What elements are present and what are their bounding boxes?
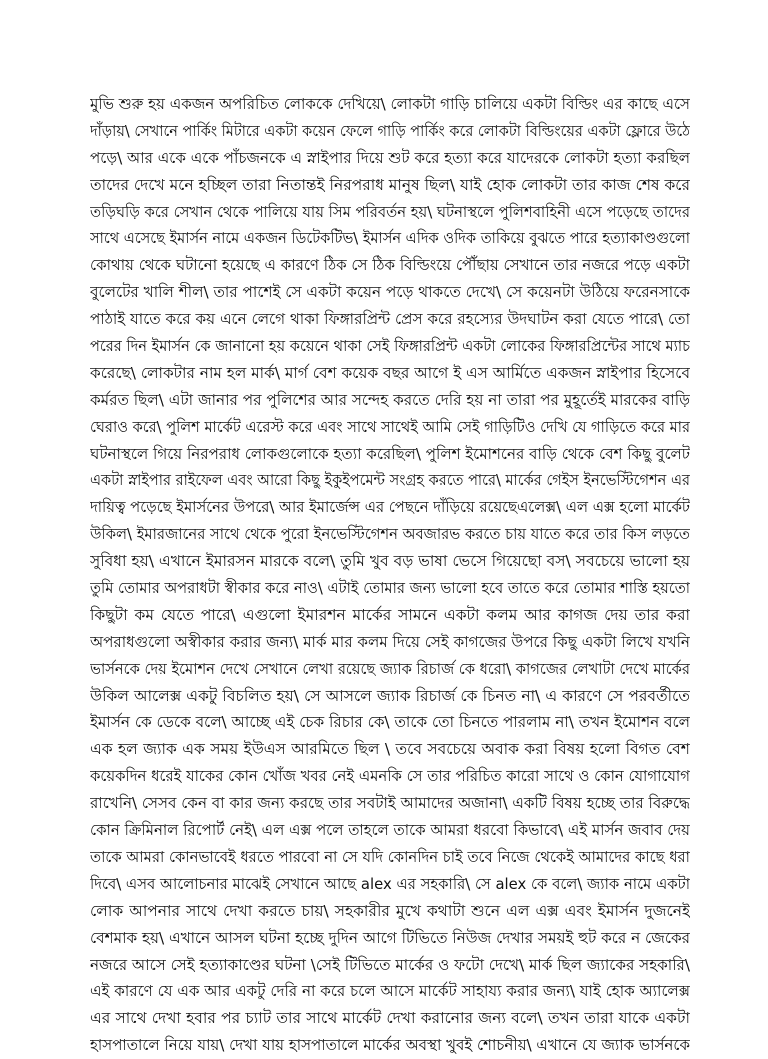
text-line: তাদের দেখে মনে হচ্ছিল তারা নিতান্তই নিরপরাধ মানুষ ছিল\ যাই হোক লোকটা তার কাজ শেষ করে — [90, 175, 690, 194]
text-line: এক হল জ্যাক এক সময় ইউএস আরমিতে ছিল \ তবে সবচেয়ে অবাক করা বিষয় হলো বিগত বেশ — [90, 740, 690, 759]
text-line: রাখেনি\ সেসব কেন বা কার জন্য করছে তার সবটাই আমাদের অজানা\ একটি বিষয় হচ্ছে তার বিরুদ্ধে — [90, 794, 690, 813]
text-line: তাকে আমরা কোনভাবেই ধরতে পারবো না সে যদি কোনদিন চাই তবে নিজে থেকেই আমাদের কাছে ধরা — [90, 847, 690, 866]
text-line: ঘেরাও করে\ পুলিশ মার্কেট এরেস্ট করে এবং সাথে সাথেই আমি সেই গাড়িটিও দেখি যে গাড়িতে করে মার — [90, 417, 690, 436]
text-line: দায়িত্ব পড়েছে ইমার্সনের উপরে\ আর ইমার্জেন্স এর পেছনে দাঁড়িয়ে রয়েছেএলেক্স\ এল এক্স হলো মার্কেট — [90, 498, 690, 517]
text-line: ইমার্সন কে ডেকে বলে\ আচ্ছে এই চেক রিচার কে\ তাকে তো চিনতে পারলাম না\ তখন ইমোশন বলে — [90, 713, 690, 732]
text-line: উকিল আলেক্স একটু বিচলিত হয়\ সে আসলে জ্যাক রিচার্জ কে চিনত না\ এ কারণে সে পরবর্তীতে — [90, 686, 690, 705]
text-line: দিবে\ এসব আলোচনার মাঝেই সেখানে আছে alex এর সহকারি\ সে alex কে বলে\ জ্যাক নামে একটা — [90, 874, 690, 893]
text-line: তুমি তোমার অপরাধটা স্বীকার করে নাও\ এটাই তোমার জন্য ভালো হবে তাতে করে তোমার শাস্তি হয়তো — [90, 579, 690, 598]
text-line: কোন ক্রিমিনাল রিপোর্ট নেই\ এল এক্স পলে তাহলে তাকে আমরা ধরবো কিভাবে\ এই মার্সন জবাব দেয় — [90, 821, 690, 840]
text-line: ঘটনাস্থলে গিয়ে নিরপরাধ লোকগুলোকে হত্যা করেছিল\ পুলিশ ইমোশনের বাড়ি থেকে বেশ কিছু বুলেট — [90, 444, 690, 463]
text-line: পড়ে\ আর একে একে পাঁচজনকে এ স্নাইপার দিয়ে শুট করে হত্যা করে যাদেরকে লোকটা হত্যা করছিল — [90, 148, 690, 167]
text-line: নজরে আসে সেই হত্যাকাণ্ডের ঘটনা \সেই টিভিতে মার্কের ও ফটো দেখে\ মার্ক ছিল জ্যাকের সহকারি\ — [90, 955, 690, 974]
text-line: উকিল\ ইমারজানের সাথে থেকে পুরো ইনভেস্টিগেশন অবজারভ করতে চায় যাতে করে তার কিস লড়তে — [90, 525, 690, 544]
text-line: পাঠাই যাতে করে কয় এনে লেগে থাকা ফিঙ্গারপ্রিন্ট প্রেস করে রহস্যের উদঘাটন করা যেতে পারে\ তো — [90, 310, 690, 329]
text-line: কোথায় থেকে ঘটানো হয়েছে এ কারণে ঠিক সে ঠিক বিল্ডিংয়ে পৌঁছায় সেখানে তার নজরে পড়ে একটা — [90, 256, 690, 275]
text-line: দাঁড়ায়\ সেখানে পার্কিং মিটারে একটা কয়েন ফেলে গাড়ি পার্কিং করে লোকটা বিল্ডিংয়ের একটা ফ্লোরে উঠে — [90, 121, 690, 140]
text-line: বেশমাক হয়\ এখানে আসল ঘটনা হচ্ছে দুদিন আগে টিভিতে নিউজ দেখার সময়ই হুট করে ন জেকের — [90, 928, 690, 947]
body-text — [90, 91, 690, 1059]
text-line: কর্মরত ছিল\ এটা জানার পর পুলিশের আর সন্দেহ করতে দেরি হয় না তারা পর মুহূর্তেই মারকের বাড়ি — [90, 390, 690, 409]
text-line: একটা স্নাইপার রাইফেল এবং আরো কিছু ইকুইপমেন্ট সংগ্রহ করতে পারে\ মার্কের গেইস ইনভেস্টিগেশন এর — [90, 471, 690, 490]
text-line: মুভি শুরু হয় একজন অপরিচিত লোককে দেখিয়ে\ লোকটা গাড়ি চালিয়ে একটা বিল্ডিং এর কাছে এসে — [90, 95, 690, 113]
text-line: অপরাধগুলো অস্বীকার করার জন্য\ মার্ক মার কলম দিয়ে সেই কাগজের উপরে কিছু একটা লিখে যখনি — [90, 632, 690, 651]
text-line: সুবিধা হয়\ এখানে ইমারসন মারকে বলে\ তুমি খুব বড় ভাষা ভেসে গিয়েছো বস\ সবচেয়ে ভালো হয় — [90, 552, 690, 571]
text-line: পরের দিন ইমার্সন কে জানানো হয় কয়েনে থাকা সেই ফিঙ্গারপ্রিন্ট একটা লোকের ফিঙ্গারপ্রিন্টের সাথে ম্যাচ — [90, 337, 690, 356]
text-line: কিছুটা কম যেতে পারে\ এগুলো ইমারশন মার্কের সামনে একটা কলম আর কাগজ দেয় তার করা — [90, 605, 690, 624]
text-line: লোক আপনার সাথে দেখা করতে চায়\ সহকারীর মুখে কথাটা শুনে এল এক্স এবং ইমার্সন দুজনেই — [90, 901, 690, 920]
text-line: এর সাথে দেখা হবার পর চ্যাট তার সাথে মার্কেট দেখা করানোর জন্য বলে\ তখন তারা যাকে একটা — [90, 1009, 690, 1028]
text-line: কয়েকদিন ধরেই যাকের কোন খোঁজ খবর নেই এমনকি সে তার পরিচিত কারো সাথে ও কোন যোগাযোগ — [90, 767, 690, 786]
text-line: করেছে\ লোকটার নাম হল মার্ক\ মার্গ বেশ কয়েক বছর আগে ই এস আর্মিতে একজন স্নাইপার হিসেবে — [90, 363, 690, 382]
text-line: এই কারণে যে এক আর একটু দেরি না করে চলে আসে মার্কেট সাহায্য করার জন্য\ যাই হোক অ্যালেক্স — [90, 982, 690, 1001]
text-line: তড়িঘড়ি করে সেখান থেকে পালিয়ে যায় সিম পরিবর্তন হয়\ ঘটনাস্থলে পুলিশবাহিনী এসে পড়েছে তাদের — [90, 202, 690, 221]
text-line: সাথে এসেছে ইমার্সন নামে একজন ডিটেকটিভ\ ইমার্সন এদিক ওদিক তাকিয়ে বুঝতে পারে হত্যাকাণ্ডগুলো — [90, 229, 690, 248]
text-line: ভার্সনকে দেয় ইমোশন দেখে সেখানে লেখা রয়েছে জ্যাক রিচার্জ কে ধরো\ কাগজের লেখাটা দেখে মার্কের — [90, 659, 690, 678]
text-line: বুলেটের খালি শীল\ তার পাশেই সে একটা কয়েন পড়ে থাকতে দেখে\ সে কয়েনটা উঠিয়ে ফরেনসাকে — [90, 283, 690, 302]
text-line: হাসপাতালে নিয়ে যায়\ দেখা যায় হাসপাতালে মার্কের অবস্থা খুবই শোচনীয়\ এখানে যে জ্যাক ভার্সনকে — [90, 1036, 690, 1055]
